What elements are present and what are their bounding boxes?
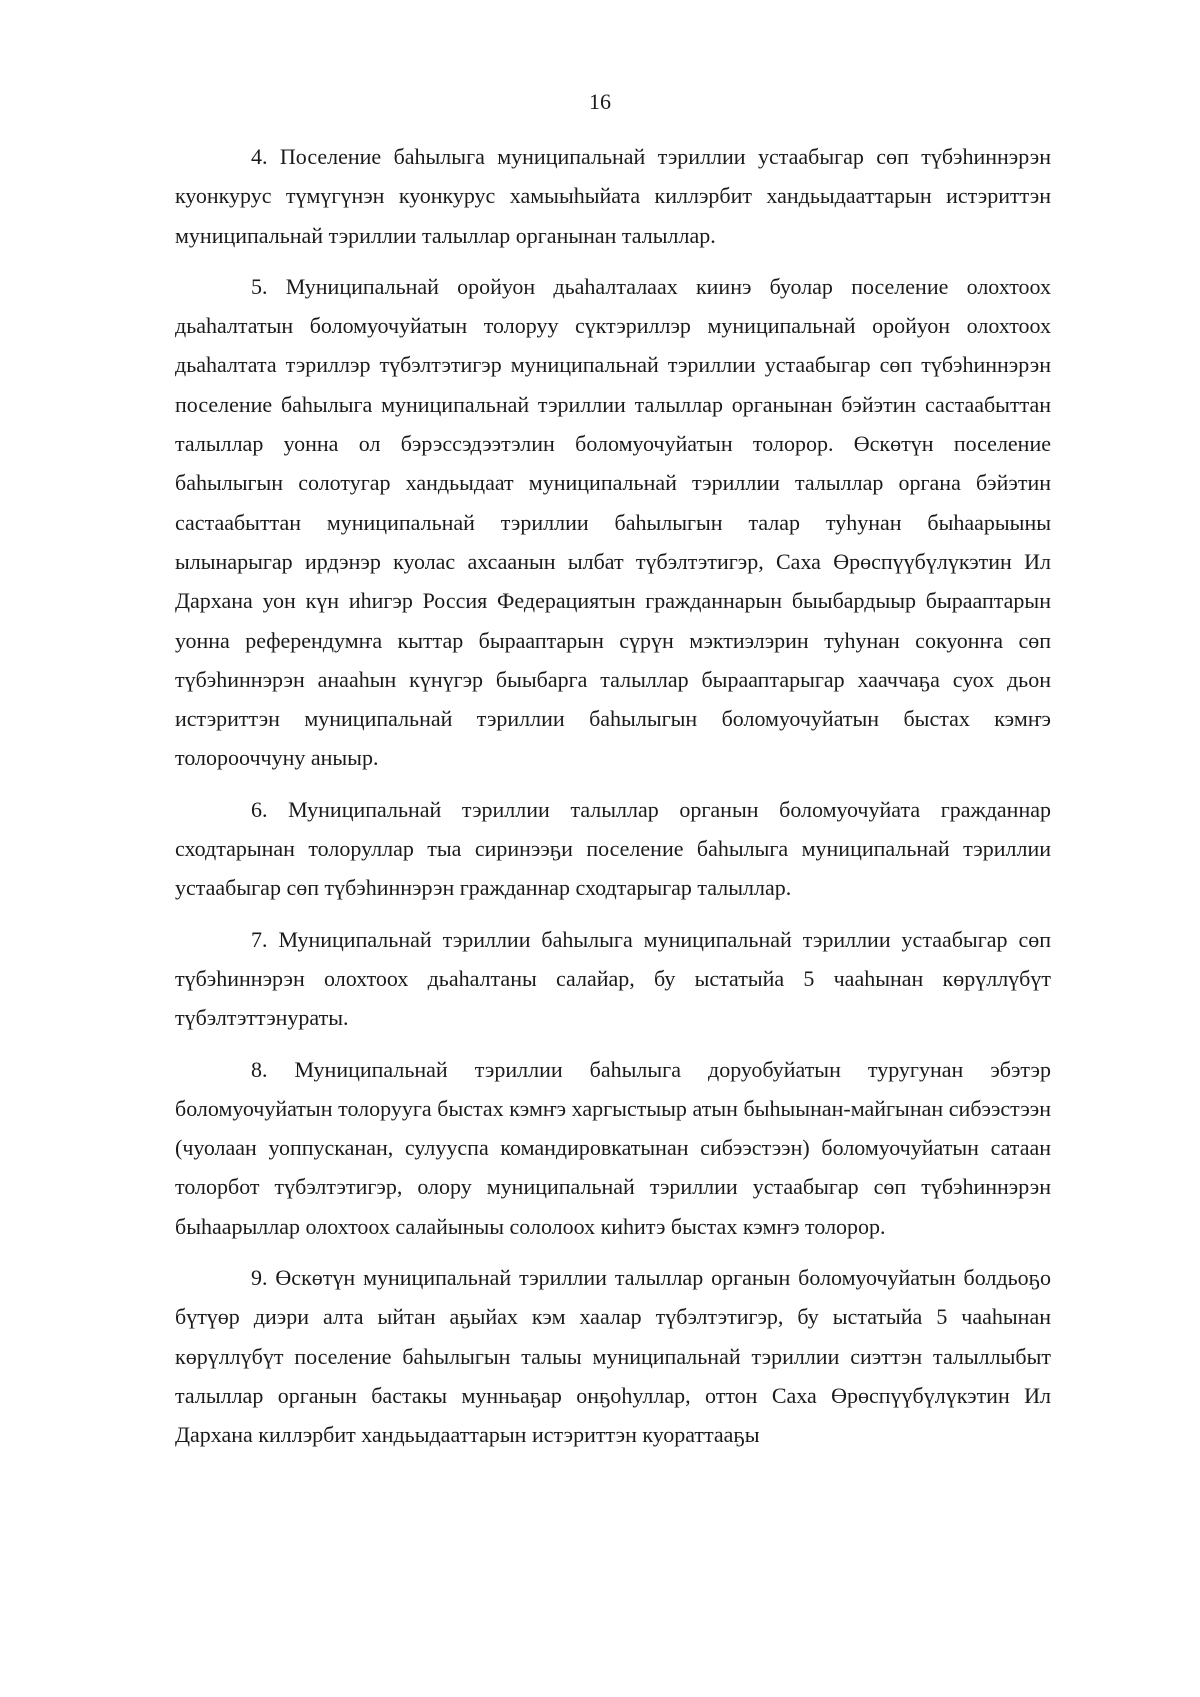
paragraph-7: 7. Муниципальнай тэриллии баһылыга муниципальнай тэриллии устаабыгар сөп түбэһиннэрэн олохтоох дьаһалтаны салайар, бу ыстатыйа 5 чааһынан көрүллүбүт түбэлтэттэнураты. bbox=[175, 926, 1051, 1031]
paragraph-4: 4. Поселение баһылыга муниципальнай тэриллии устаабыгар сөп түбэһиннэрэн куонкурус түмүгүнэн куонкурус хамыыһыйата киллэрбит хандьыдааттарын истэриттэн муниципальнай тэриллии талыллар органынан талыллар. bbox=[175, 144, 1051, 248]
paragraph-5: 5. Муниципальнай оройуон дьаһалталаах киинэ буолар поселение олохтоох дьаһалтатын боломуочуйатын толоруу сүктэриллэр муниципальнай оройуон олохтоох дьаһалтата тэриллэр түбэлтэтигэр муниципальнай тэриллии устаабыгар сөп түбэһиннэрэн поселение баһылыга муниципальнай тэриллии талыллар органынан бэйэтин састаабыттан талыллар уонна ол бэрэссэдээтэлин боломуочуйатын толорор. Өскөтүн поселение баһылыгын солотугар хандьыдаат муниципальнай тэриллии талыллар органа бэйэтин састаабыттан муниципальнай тэриллии баһылыгын талар туһунан быһаарыыны ылынарыгар ирдэнэр куолас ахсаанын ылбат түбэлтэтигэр, Саха Өрөспүүбүлүкэтин Ил Дархана уон күн иһигэр Россия Федерациятын гражданнарын быыбардыыр бырааптарын уонна референдумҥа кыттар бырааптарын сүрүн мэктиэлэрин туһунан сокуонҥа сөп түбэһиннэрэн анааһын күнүгэр быыбарга талыллар бырааптарыгар хааччаҕа суох дьон истэриттэн муниципальнай тэриллии баһылыгын боломуочуйатын быстах кэмҥэ толорооччуну аныыр. bbox=[175, 273, 1051, 771]
document-body bbox=[175, 137, 1051, 1467]
paragraph-9: 9. Өскөтүн муниципальнай тэриллии талыллар органын боломуочуйатын болдьоҕо бүтүөр диэри алта ыйтан аҕыйах кэм хаалар түбэлтэтигэр, бу ыстатыйа 5 чааһынан көрүллүбүт поселение баһылыгын талыы муниципальнай тэриллии сиэттэн талыллыбыт талыллар органын бастакы мунньаҕар онҕоһуллар, оттон Саха Өрөспүүбүлүкэтин Ил Дархана киллэрбит хандьыдааттарын истэриттэн куораттааҕы bbox=[175, 1265, 1051, 1448]
page-number: 16 bbox=[589, 89, 611, 114]
paragraph-6: 6. Муниципальнай тэриллии талыллар органын боломуочуйата гражданнар сходтарынан толоруллар тыа сиринээҕи поселение баһылыга муниципальнай тэриллии устаабыгар сөп түбэһиннэрэн гражданнар сходтарыгар талыллар. bbox=[175, 796, 1051, 901]
paragraph-8: 8. Муниципальнай тэриллии баһылыга доруобуйатын туругунан эбэтэр боломуочуйатын толорууга быстах кэмҥэ харгыстыыр атын быһыынан-майгынан сибээстээн (чуолаан уоппусканан, сулууспа командировкатынан сибээстээн) боломуочуйатын сатаан толорбот түбэлтэтигэр, олору муниципальнай тэриллии устаабыгар сөп түбэһиннэрэн быһаарыллар олохтоох салайыныы сололоох киһитэ быстах кэмҥэ толорор. bbox=[175, 1056, 1051, 1239]
